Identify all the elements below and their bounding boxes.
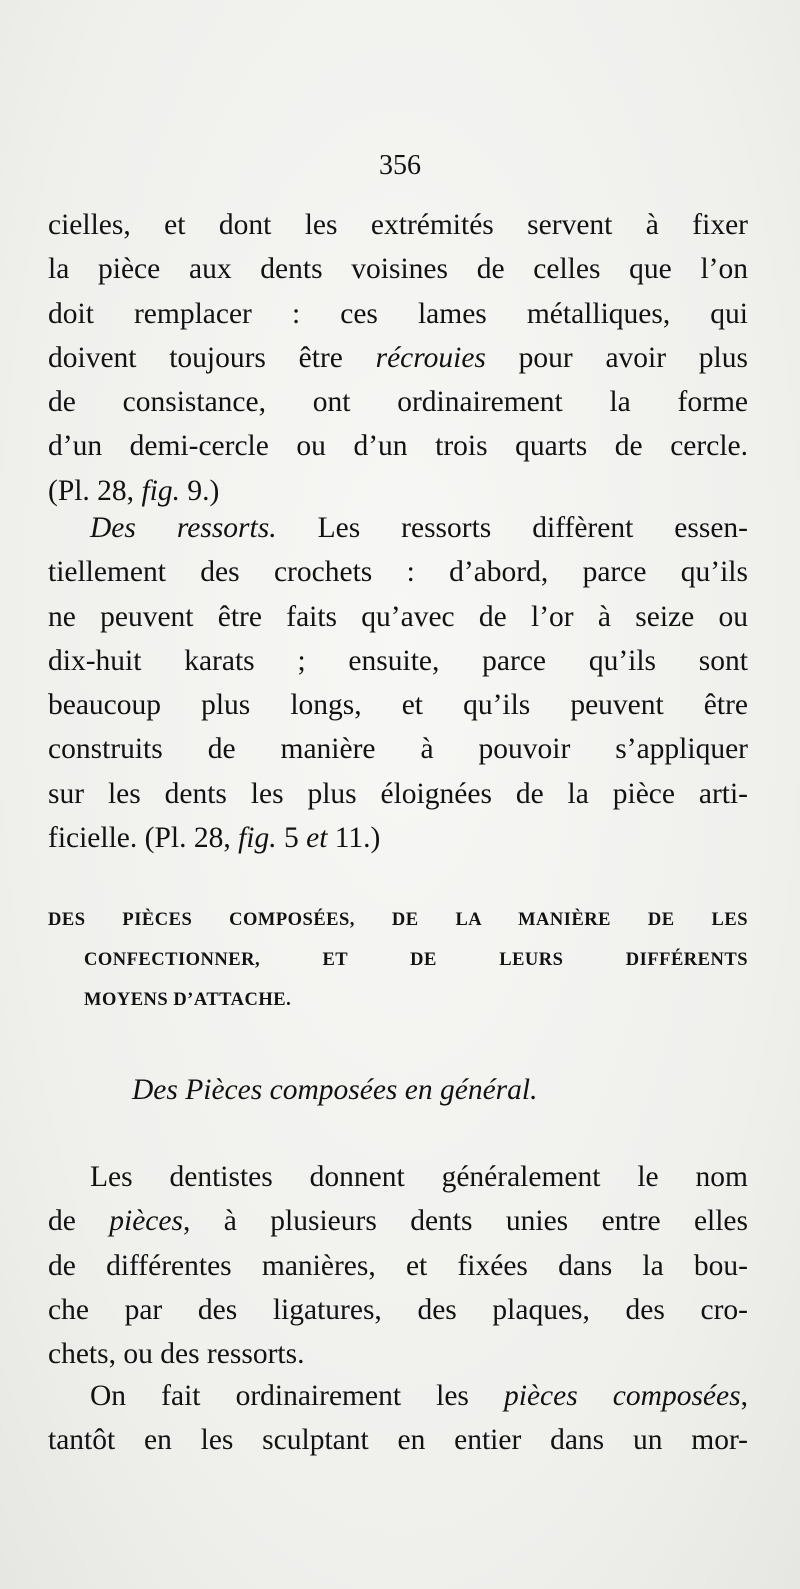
text-line: che par des ligatures, des plaques, des cro- <box>48 1293 748 1326</box>
text-line: beaucoup plus longs, et qu’ils peuvent être <box>48 689 748 722</box>
italic-term: Des ressorts. <box>90 512 277 544</box>
paragraph-methods <box>48 1374 748 1463</box>
section-heading <box>48 900 748 1020</box>
heading-line: MOYENS D’ATTACHE. <box>84 990 292 1010</box>
text-line: construits de manière à pouvoir s’appliquer <box>48 733 748 766</box>
paragraph-lames <box>48 203 748 513</box>
plate-reference: (Pl. 28, fig. 9.) <box>48 474 220 507</box>
text-line: de consistance, ont ordinairement la forme <box>48 386 748 419</box>
text-line: chets, ou des ressorts. <box>48 1338 305 1371</box>
text-line: Les dentistes donnent généralement le nom <box>90 1161 748 1193</box>
text-line: d’un demi-cercle ou d’un trois quarts de cercle. <box>48 430 748 463</box>
text-line: tantôt en les sculptant en entier dans un mor- <box>48 1424 748 1457</box>
text-line: Des ressorts. Les ressorts diffèrent essen- <box>90 512 748 544</box>
heading-line: DES PIÈCES COMPOSÉES, DE LA MANIÈRE DE LES <box>48 910 748 930</box>
text-line: sur les dents les plus éloignées de la pièce arti- <box>48 777 748 810</box>
italic-term: pièces <box>109 1205 183 1238</box>
text-line: cielles, et dont les extrémités servent à fixer <box>48 209 748 241</box>
plate-reference: ficielle. (Pl. 28, fig. 5 et 11.) <box>48 822 381 855</box>
text-line: doivent toujours être récrouies pour avoir plus <box>48 341 748 374</box>
subsection-title: Des Pièces composées en général. <box>132 1074 538 1106</box>
paragraph-ressorts <box>48 506 748 860</box>
italic-term: pièces composées <box>504 1380 741 1412</box>
italic-term: récrouies <box>375 341 486 374</box>
page-number: 356 <box>379 150 421 181</box>
paragraph-pieces <box>48 1155 748 1376</box>
text-line: doit remplacer : ces lames métalliques, qui <box>48 297 748 330</box>
text-line: On fait ordinairement les pièces composées, <box>90 1380 748 1412</box>
heading-line: CONFECTIONNER, ET DE LEURS DIFFÉRENTS <box>84 950 748 970</box>
text-line: de pièces, à plusieurs dents unies entre elles <box>48 1205 749 1238</box>
text-line: tiellement des crochets : d’abord, parce qu’ils <box>48 556 748 589</box>
text-line: dix-huit karats ; ensuite, parce qu’ils sont <box>48 644 748 677</box>
text-line: la pièce aux dents voisines de celles que l’on <box>48 253 748 286</box>
text-line: de différentes manières, et fixées dans la bou- <box>48 1249 748 1282</box>
text-line: ne peuvent être faits qu’avec de l’or à seize ou <box>48 600 748 633</box>
